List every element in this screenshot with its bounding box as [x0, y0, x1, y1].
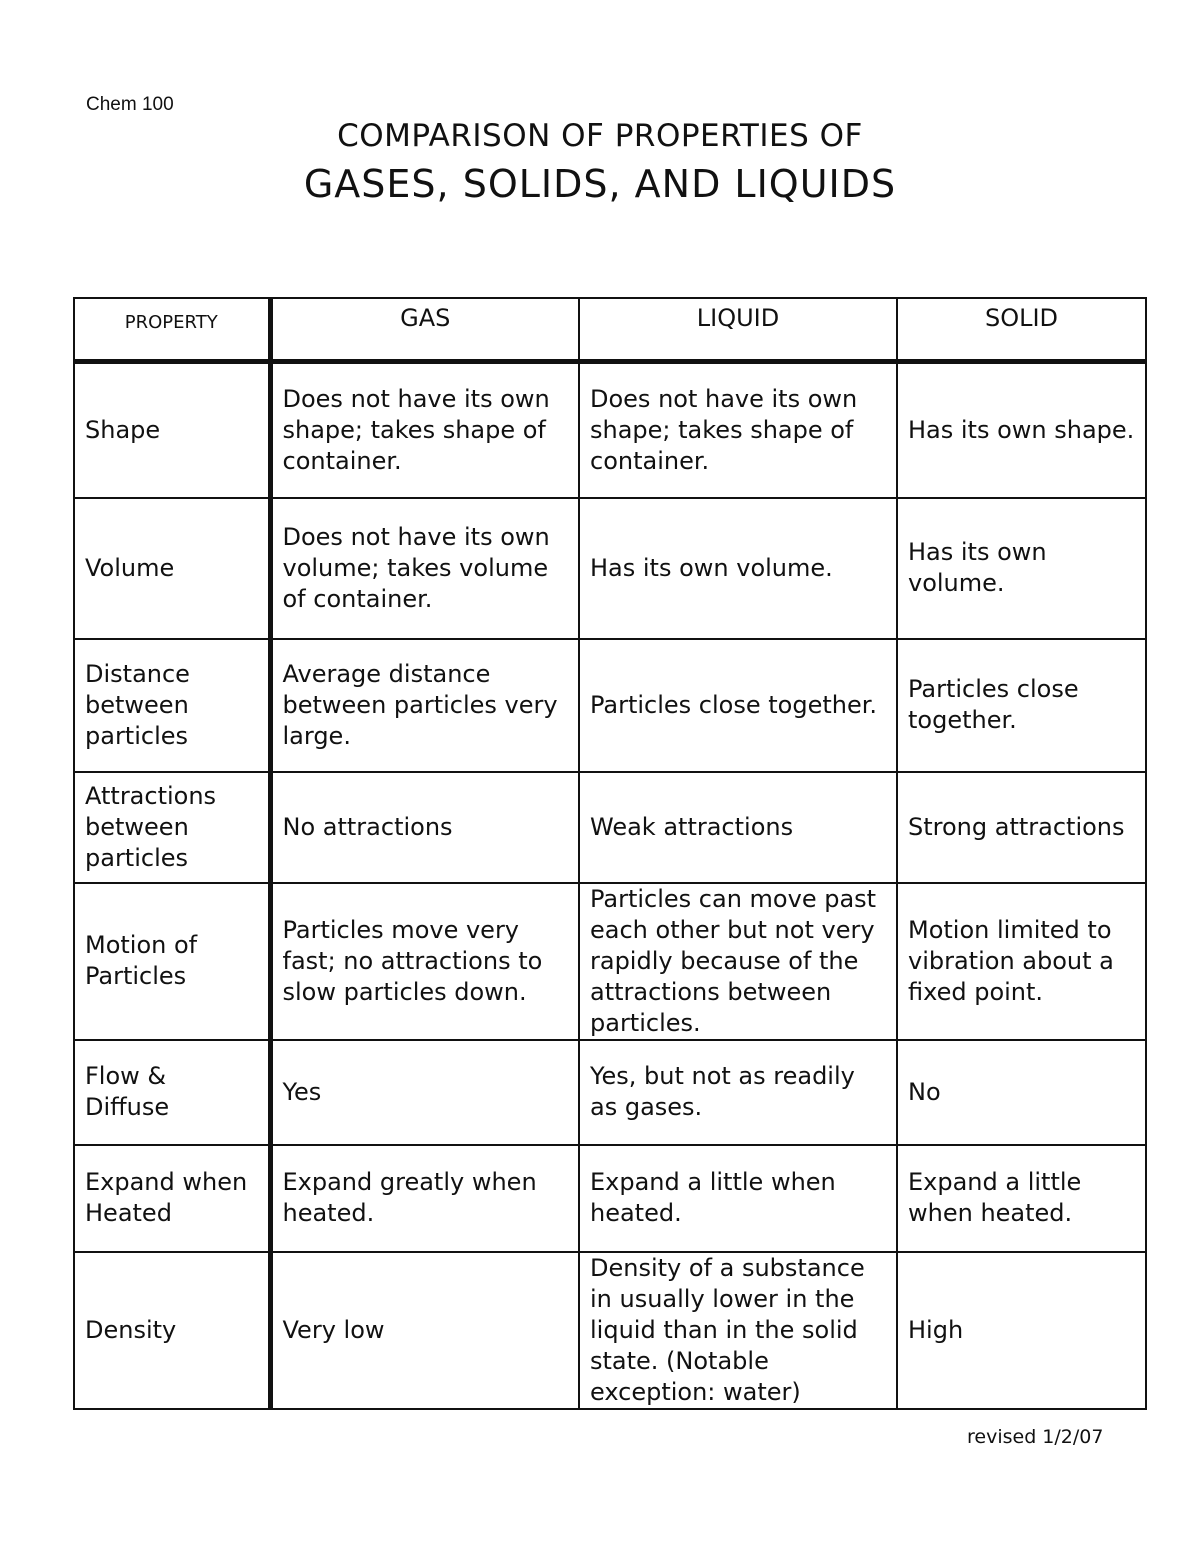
liquid-cell: Yes, but not as readily as gases.	[579, 1040, 897, 1145]
solid-cell: No	[897, 1040, 1146, 1145]
solid-cell: Has its own shape.	[897, 362, 1146, 498]
table-row	[74, 498, 1146, 639]
property-cell: Expand when Heated	[74, 1145, 270, 1252]
liquid-cell: Particles close together.	[579, 639, 897, 772]
table-row	[74, 639, 1146, 772]
table-row	[74, 1252, 1146, 1409]
property-cell: Distance between particles	[74, 639, 270, 772]
gas-cell: Average distance between particles very large.	[270, 639, 579, 772]
property-cell: Motion of Particles	[74, 883, 270, 1040]
gas-cell: Yes	[270, 1040, 579, 1145]
liquid-cell: Weak attractions	[579, 772, 897, 883]
gas-cell: Does not have its own shape; takes shape of container.	[270, 362, 579, 498]
column-header-property: PROPERTY	[74, 298, 270, 362]
property-cell: Flow & Diffuse	[74, 1040, 270, 1145]
table-row	[74, 883, 1146, 1040]
column-header-solid: SOLID	[897, 298, 1146, 362]
gas-cell: Very low	[270, 1252, 579, 1409]
course-label: Chem 100	[86, 94, 174, 115]
solid-cell: Particles close together.	[897, 639, 1146, 772]
solid-cell: High	[897, 1252, 1146, 1409]
title-line-1: COMPARISON OF PROPERTIES OF	[337, 118, 863, 154]
column-header-gas: GAS	[270, 298, 579, 362]
table-header-row	[74, 298, 1146, 362]
property-cell: Attractions between particles	[74, 772, 270, 883]
property-cell: Volume	[74, 498, 270, 639]
table-row	[74, 1040, 1146, 1145]
revision-date: revised 1/2/07	[967, 1426, 1104, 1448]
table-row	[74, 362, 1146, 498]
property-cell: Shape	[74, 362, 270, 498]
gas-cell: Does not have its own volume; takes volume of container.	[270, 498, 579, 639]
column-header-liquid: LIQUID	[579, 298, 897, 362]
liquid-cell: Has its own volume.	[579, 498, 897, 639]
liquid-cell: Particles can move past each other but not very rapidly because of the attractions between particles.	[579, 883, 897, 1040]
liquid-cell: Expand a little when heated.	[579, 1145, 897, 1252]
solid-cell: Has its own volume.	[897, 498, 1146, 639]
gas-cell: Expand greatly when heated.	[270, 1145, 579, 1252]
solid-cell: Expand a little when heated.	[897, 1145, 1146, 1252]
table-row	[74, 1145, 1146, 1252]
table-row	[74, 772, 1146, 883]
gas-cell: No attractions	[270, 772, 579, 883]
liquid-cell: Density of a substance in usually lower in the liquid than in the solid state. (Notable exception: water)	[579, 1252, 897, 1409]
solid-cell: Motion limited to vibration about a fixed point.	[897, 883, 1146, 1040]
gas-cell: Particles move very fast; no attractions to slow particles down.	[270, 883, 579, 1040]
liquid-cell: Does not have its own shape; takes shape of container.	[579, 362, 897, 498]
properties-table	[73, 297, 1147, 1410]
solid-cell: Strong attractions	[897, 772, 1146, 883]
property-cell: Density	[74, 1252, 270, 1409]
title-line-2: GASES, SOLIDS, AND LIQUIDS	[303, 162, 897, 206]
